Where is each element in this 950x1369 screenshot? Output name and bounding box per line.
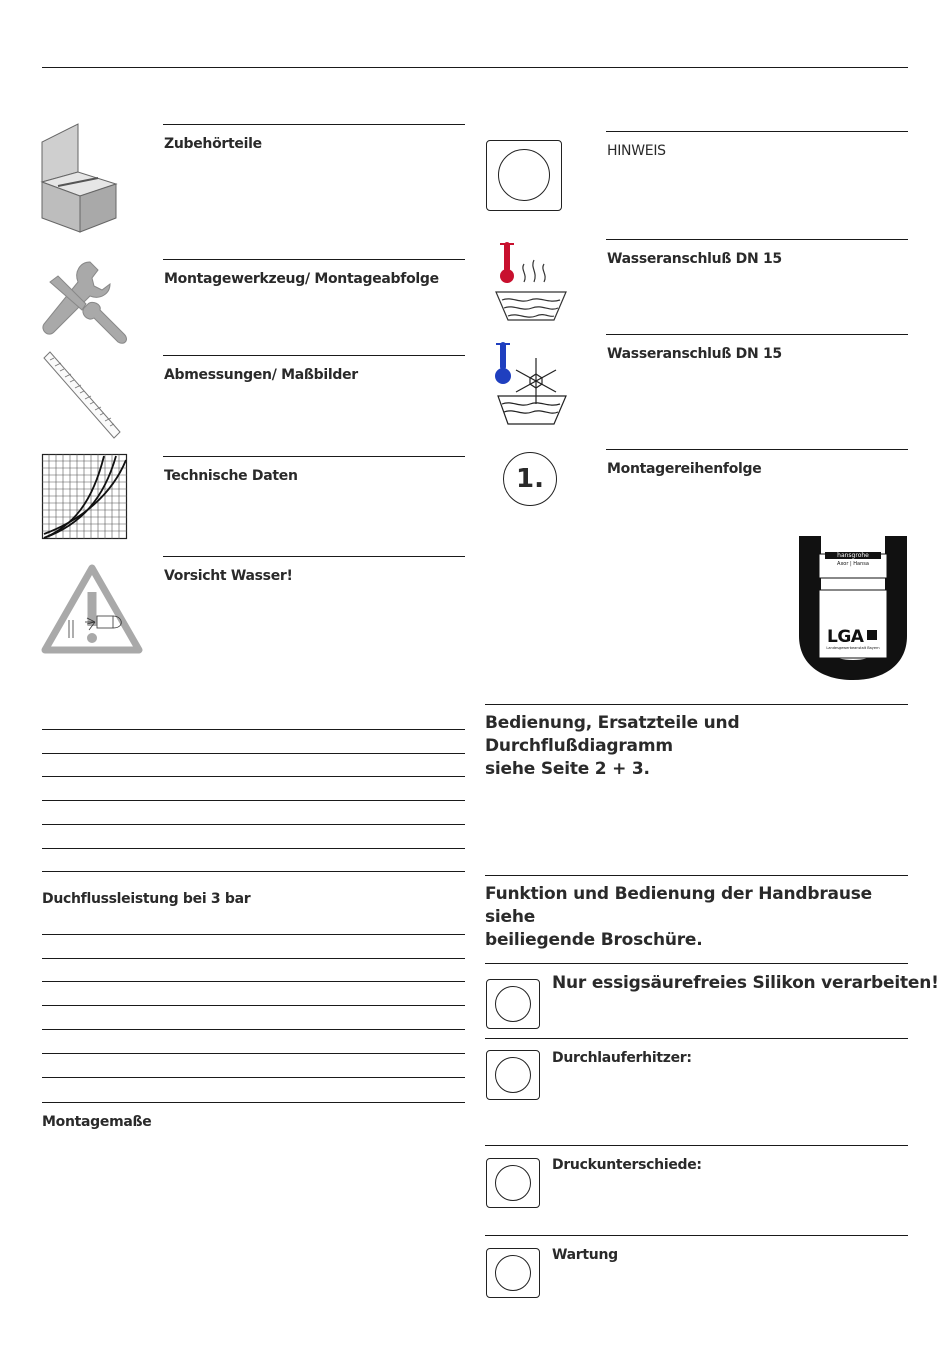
graph-icon bbox=[42, 454, 128, 540]
note-label-maintenance: Wartung bbox=[552, 1247, 618, 1263]
mounting-title: Montagemaße bbox=[42, 1114, 152, 1130]
section-label-dimensions: Abmessungen/ Maßbilder bbox=[164, 367, 358, 383]
box-icon bbox=[40, 124, 120, 234]
flow-title: Duchflussleistung bei 3 bar bbox=[42, 891, 251, 907]
note-rule-heater bbox=[485, 1038, 908, 1039]
section-rule-dimensions bbox=[163, 355, 465, 356]
tools-icon bbox=[40, 260, 128, 348]
info-rule-1 bbox=[485, 704, 908, 705]
badge-sub: Axor | Hansa bbox=[837, 561, 869, 567]
info-block-1-line-2: siehe Seite 2 + 3. bbox=[485, 759, 650, 779]
info-rule-2 bbox=[485, 875, 908, 876]
section-rule-cold bbox=[606, 334, 908, 335]
blank-line bbox=[42, 800, 465, 801]
blank-line bbox=[42, 729, 465, 730]
info-block-1-line-1: Bedienung, Ersatzteile und Durchflußdiagramm bbox=[485, 713, 740, 756]
section-label-cold: Wasseranschluß DN 15 bbox=[607, 346, 782, 362]
section-label-sequence: Montagereihenfolge bbox=[607, 461, 762, 477]
info-block-2-line-2: beiliegende Broschüre. bbox=[485, 930, 703, 950]
badge-sub-left: Axor bbox=[837, 561, 849, 567]
hot-water-icon bbox=[494, 238, 568, 324]
step-number: 1. bbox=[516, 464, 544, 494]
section-label-caution: Vorsicht Wasser! bbox=[164, 568, 293, 584]
ruler-icon bbox=[40, 352, 122, 442]
blank-line bbox=[42, 1077, 465, 1078]
note-icon-pressure bbox=[486, 1158, 540, 1208]
section-rule-note bbox=[606, 131, 908, 132]
section-rule-sequence bbox=[606, 449, 908, 450]
badge-logo: LGA bbox=[827, 627, 864, 647]
badge-brand: hansgrohe bbox=[825, 552, 881, 559]
blank-line bbox=[42, 1029, 465, 1030]
blank-line bbox=[42, 753, 465, 754]
blank-line bbox=[42, 958, 465, 959]
note-rule-pressure bbox=[485, 1145, 908, 1146]
note-icon-maintenance bbox=[486, 1248, 540, 1298]
top-rule bbox=[42, 67, 908, 68]
section-label-tools: Montagewerkzeug/ Montageabfolge bbox=[164, 271, 439, 287]
badge-logo-square bbox=[867, 630, 877, 640]
blank-line bbox=[42, 981, 465, 982]
blank-line bbox=[42, 776, 465, 777]
info-block-2 bbox=[485, 883, 908, 952]
info-block-2-line-1: Funktion und Bedienung der Handbrause siehe bbox=[485, 884, 872, 927]
note-label-pressure: Druckunterschiede: bbox=[552, 1157, 702, 1173]
section-label-accessories: Zubehörteile bbox=[164, 136, 262, 152]
step-one-icon bbox=[503, 452, 557, 506]
badge-caption: Landesgewerbeanstalt Bayern bbox=[826, 646, 880, 650]
mounting-rule bbox=[42, 1102, 465, 1103]
section-rule-accessories bbox=[163, 124, 465, 125]
info-block-1 bbox=[485, 712, 908, 781]
blank-line bbox=[42, 848, 465, 849]
note-icon-silicone bbox=[486, 979, 540, 1029]
note-label-silicone: Nur essigsäurefreies Silikon verarbeiten! bbox=[552, 973, 939, 993]
note-icon-heater bbox=[486, 1050, 540, 1100]
note-rule-maintenance bbox=[485, 1235, 908, 1236]
note-rule-silicone bbox=[485, 963, 908, 964]
blank-line bbox=[42, 934, 465, 935]
note-label-heater: Durchlauferhitzer: bbox=[552, 1050, 692, 1066]
section-label-hot: Wasseranschluß DN 15 bbox=[607, 251, 782, 267]
section-label-technical: Technische Daten bbox=[164, 468, 298, 484]
blank-line bbox=[42, 824, 465, 825]
lga-badge bbox=[799, 536, 907, 680]
section-rule-caution bbox=[163, 556, 465, 557]
section-rule-technical bbox=[163, 456, 465, 457]
section-label-note: HINWEIS bbox=[607, 143, 666, 159]
note-icon bbox=[486, 140, 562, 211]
blank-line bbox=[42, 1053, 465, 1054]
cold-water-icon bbox=[494, 338, 568, 426]
section-rule-hot bbox=[606, 239, 908, 240]
badge-sub-right: Hansa bbox=[853, 561, 869, 567]
flow-rule bbox=[42, 871, 465, 872]
blank-line bbox=[42, 1005, 465, 1006]
section-rule-tools bbox=[163, 259, 465, 260]
warning-icon bbox=[41, 564, 143, 654]
